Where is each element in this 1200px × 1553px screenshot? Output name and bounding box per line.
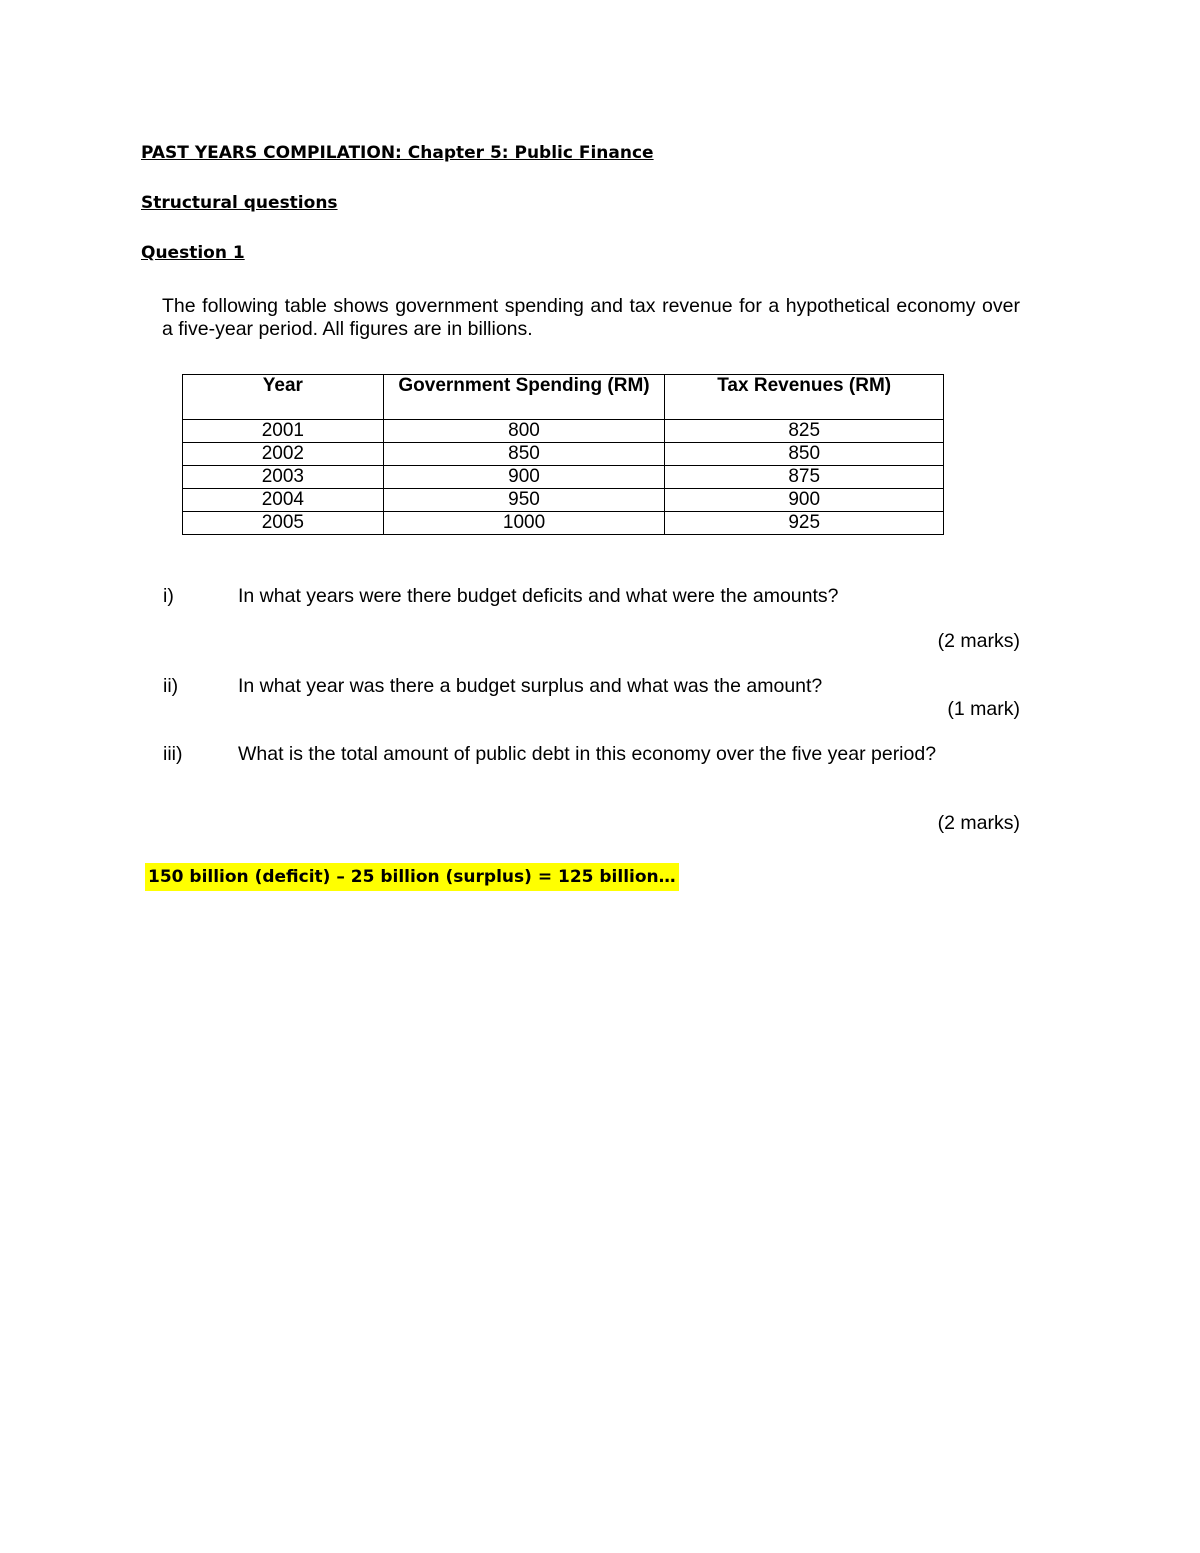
question-label: Question 1: [141, 243, 245, 263]
highlighted-answer: 150 billion (deficit) – 25 billion (surplus) = 125 billion…: [145, 863, 679, 891]
question-number: ii): [163, 675, 179, 697]
question-intro: The following table shows government spending and tax revenue for a hypothetical economy over a five-year period. All figures are in billions.: [162, 295, 1020, 340]
spending-revenue-table: [182, 374, 944, 535]
cell-tax-revenue: 900: [665, 489, 944, 512]
cell-tax-revenue: 825: [665, 420, 944, 443]
cell-government-spending: 800: [383, 420, 665, 443]
question-marks: (2 marks): [937, 630, 1020, 652]
document-title: PAST YEARS COMPILATION: Chapter 5: Public Finance: [141, 143, 654, 163]
cell-year: 2005: [183, 512, 384, 535]
question-number: iii): [163, 743, 183, 765]
question-marks: (1 mark): [947, 698, 1020, 720]
table-header-row: [183, 375, 944, 420]
cell-year: 2001: [183, 420, 384, 443]
table-row: [183, 443, 944, 466]
cell-government-spending: 1000: [383, 512, 665, 535]
cell-tax-revenue: 850: [665, 443, 944, 466]
cell-tax-revenue: 875: [665, 466, 944, 489]
header-government-spending: Government Spending (RM): [383, 375, 665, 420]
question-number: i): [163, 585, 174, 607]
cell-year: 2002: [183, 443, 384, 466]
section-label: Structural questions: [141, 193, 338, 213]
cell-tax-revenue: 925: [665, 512, 944, 535]
header-tax-revenues: Tax Revenues (RM): [665, 375, 944, 420]
cell-year: 2003: [183, 466, 384, 489]
cell-year: 2004: [183, 489, 384, 512]
cell-government-spending: 900: [383, 466, 665, 489]
table-row: [183, 420, 944, 443]
table-row: [183, 466, 944, 489]
question-marks: (2 marks): [937, 812, 1020, 834]
table-row: [183, 489, 944, 512]
question-text: What is the total amount of public debt in this economy over the five year period?: [238, 743, 937, 765]
table-row: [183, 512, 944, 535]
question-text: In what years were there budget deficits and what were the amounts?: [238, 585, 839, 607]
question-text: In what year was there a budget surplus and what was the amount?: [238, 675, 823, 697]
header-year: Year: [183, 375, 384, 420]
cell-government-spending: 950: [383, 489, 665, 512]
cell-government-spending: 850: [383, 443, 665, 466]
